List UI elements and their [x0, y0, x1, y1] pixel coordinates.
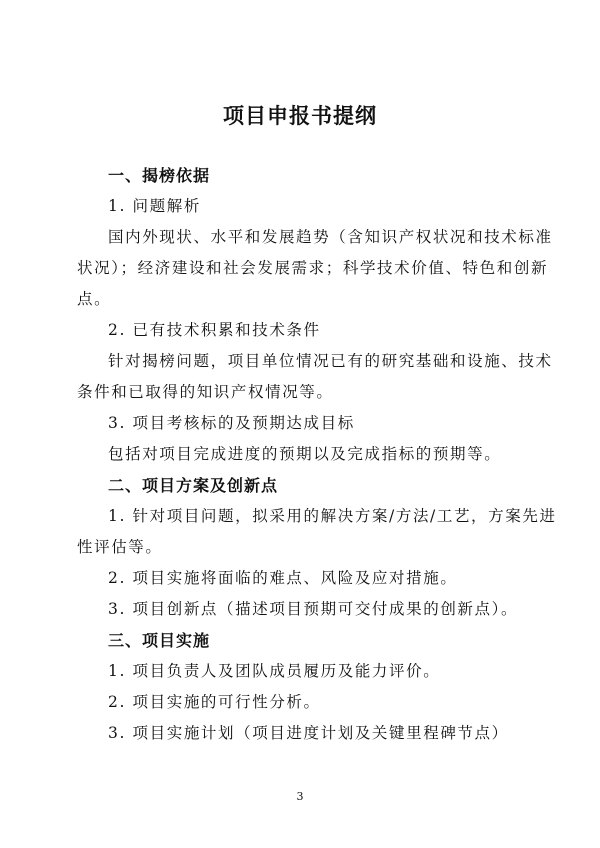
paragraph-line: 国内外现状、水平和发展趋势（含知识产权状况和技术标准	[108, 228, 553, 246]
section-heading-1: 一、揭榜依据	[108, 166, 211, 185]
list-item: 1. 针对项目问题，拟采用的解决方案/方法/工艺，方案先进	[108, 507, 557, 525]
list-item: 3. 项目实施计划（项目进度计划及关键里程碑节点）	[108, 724, 509, 742]
item-label: 2. 已有技术积累和技术条件	[108, 321, 321, 339]
paragraph-line: 点。	[77, 290, 112, 308]
item-label: 3. 项目考核标的及预期达成目标	[108, 414, 355, 432]
section-heading-2: 二、项目方案及创新点	[108, 476, 279, 495]
list-item: 2. 项目实施的可行性分析。	[108, 693, 321, 711]
paragraph-line: 条件和已取得的知识产权情况等。	[77, 383, 334, 401]
paragraph-line: 状况）；经济建设和社会发展需求；科学技术价值、特色和创新	[77, 259, 549, 277]
page-title: 项目申报书提纲	[223, 104, 377, 128]
section-heading-3: 三、项目实施	[108, 631, 211, 650]
item-label: 1. 问题解析	[108, 197, 201, 215]
paragraph-line: 包括对项目完成进度的预期以及完成指标的预期等。	[108, 445, 502, 463]
list-item: 2. 项目实施将面临的难点、风险及应对措施。	[108, 569, 458, 587]
list-item: 3. 项目创新点（描述项目预期可交付成果的创新点）。	[108, 600, 519, 618]
page-number: 3	[296, 790, 304, 803]
paragraph-line: 针对揭榜问题，项目单位情况已有的研究基础和设施、技术	[108, 352, 553, 370]
list-item: 1. 项目负责人及团队成员履历及能力评价。	[108, 662, 441, 680]
list-item-continuation: 性评估等。	[77, 538, 163, 556]
